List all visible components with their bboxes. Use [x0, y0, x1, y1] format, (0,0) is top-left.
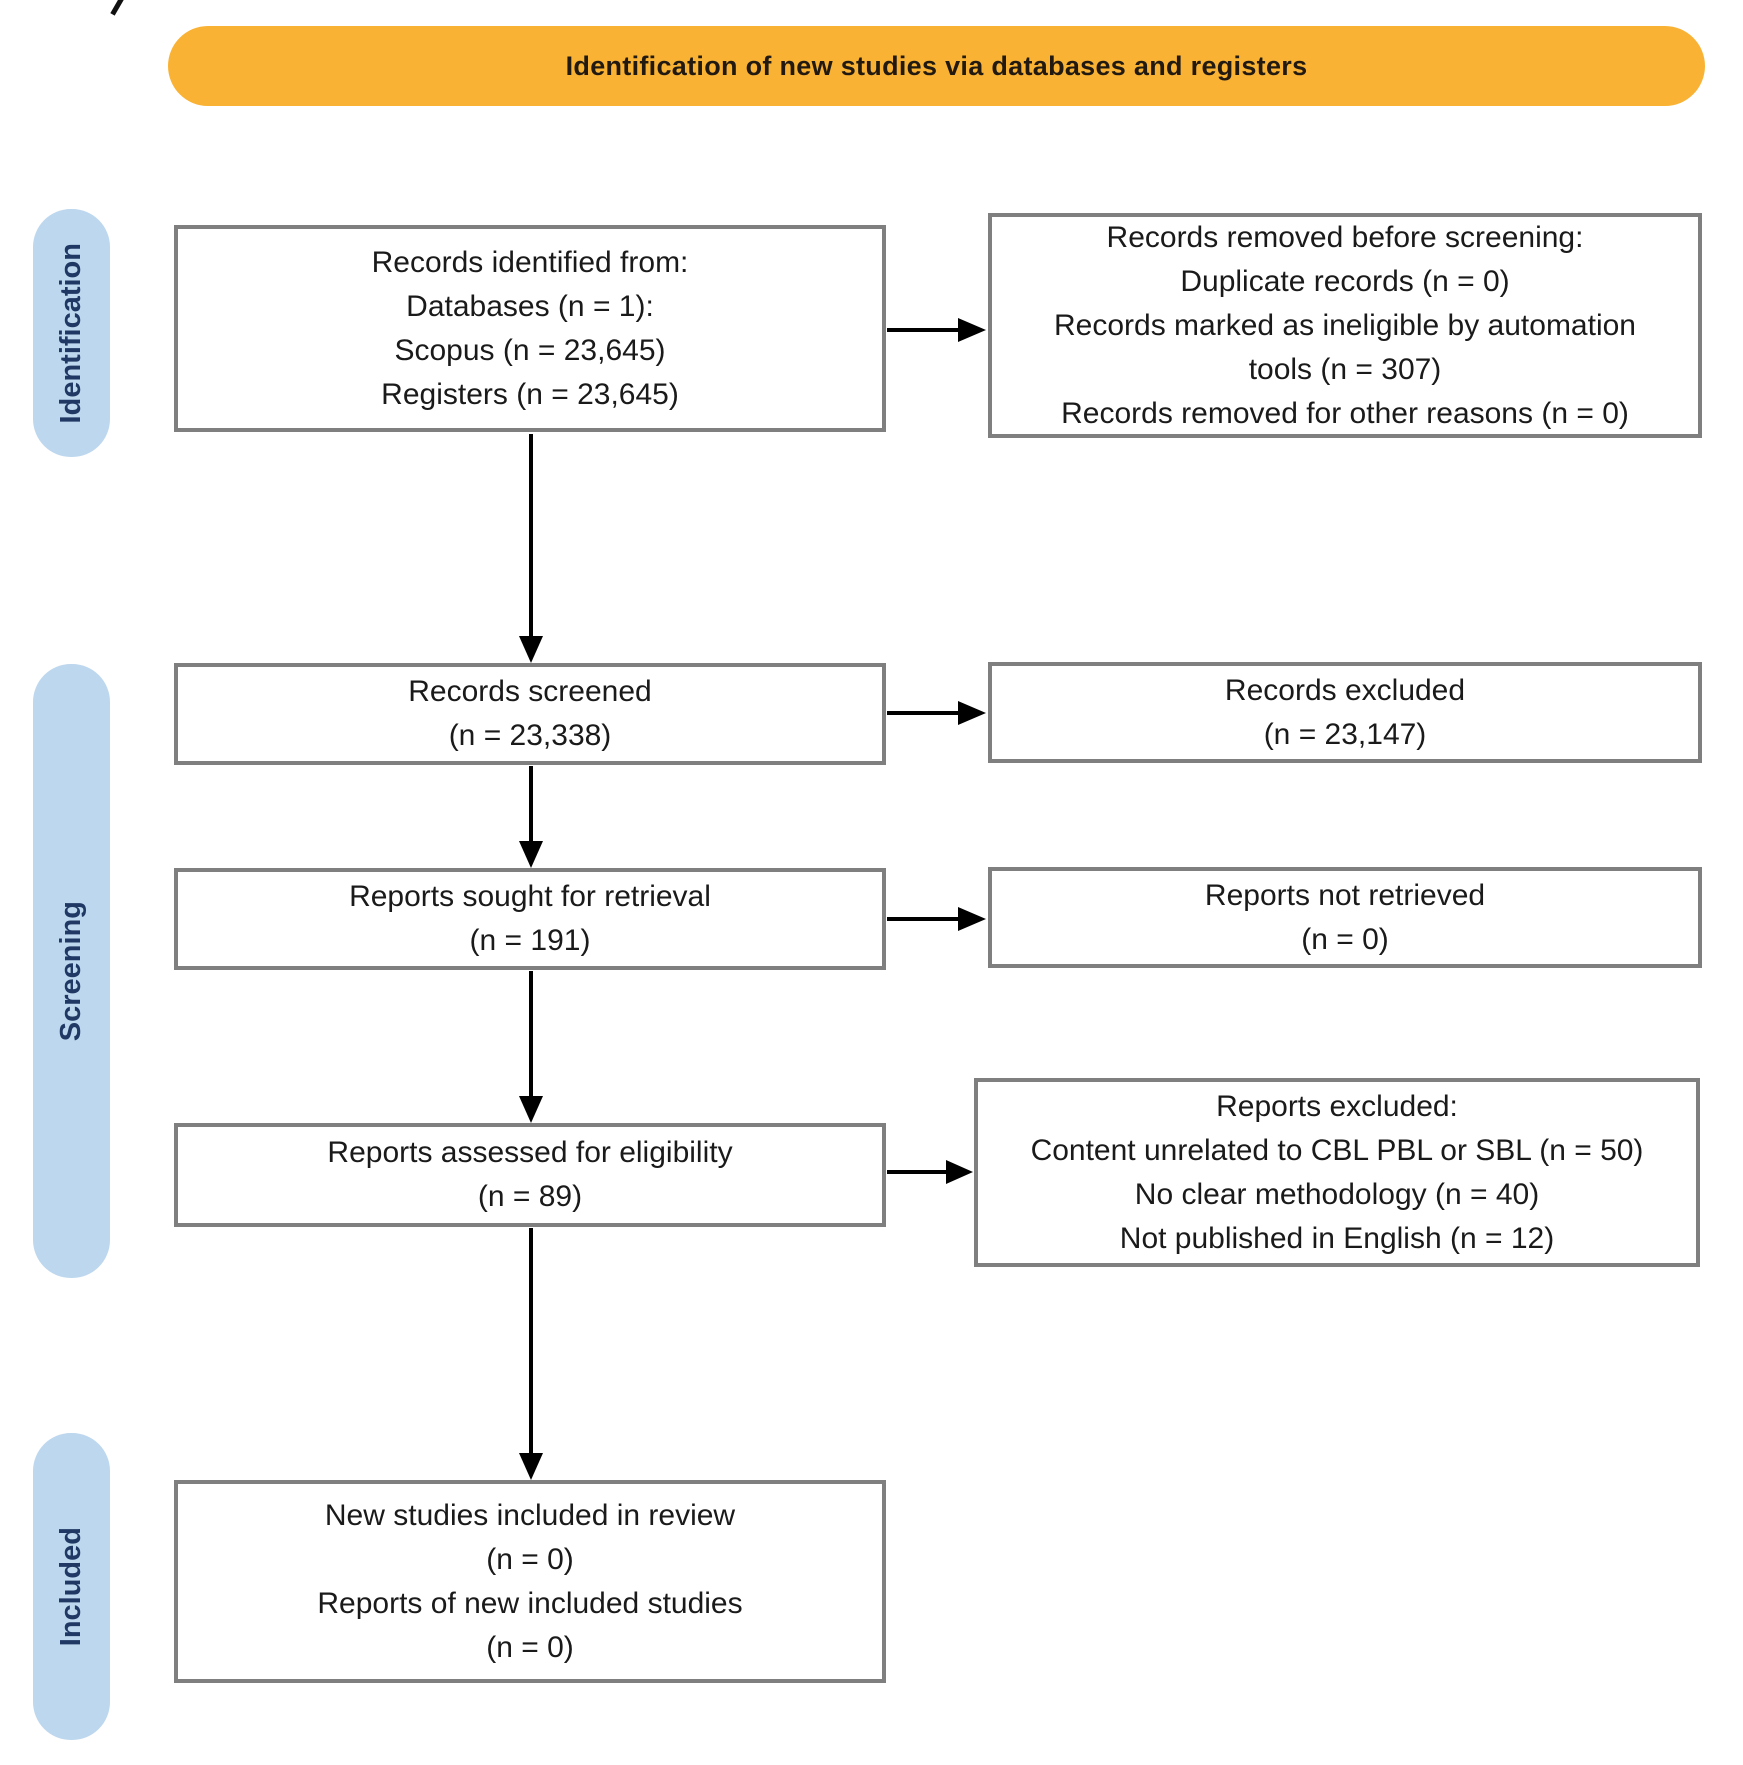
box-text-line: Records identified from: — [371, 245, 689, 279]
box-text-line: Duplicate records (n = 0) — [1180, 264, 1510, 298]
box-text-line: Records excluded — [1224, 673, 1466, 707]
arrow-assessed-to-included — [519, 1228, 543, 1480]
arrow-identified-to-removed — [887, 318, 986, 342]
box-text-line: (n = 23,147) — [1263, 717, 1427, 751]
box-text-line: Reports excluded: — [1216, 1089, 1458, 1123]
box-text-line: Not published in English (n = 12) — [1119, 1221, 1555, 1255]
box-reports-excluded — [974, 1078, 1700, 1267]
arrow-sought-to-assessed — [519, 971, 543, 1123]
arrow-sought-to-not-retrieved — [887, 907, 986, 931]
box-text-line: Records removed for other reasons (n = 0) — [1061, 396, 1629, 430]
box-text-line: (n = 0) — [486, 1542, 574, 1576]
box-text-line: New studies included in review — [324, 1498, 736, 1532]
box-text-line: Reports assessed for eligibility — [327, 1136, 733, 1169]
box-text-line: Reports of new included studies — [317, 1586, 743, 1620]
crop-artifact-mark — [110, 0, 126, 16]
stage-pill-screening — [33, 664, 110, 1278]
box-text-line: (n = 23,338) — [448, 719, 612, 752]
banner-label: Identification of new studies via databases and registers — [565, 50, 1308, 81]
stage-pill-included — [33, 1433, 110, 1740]
box-text-line: Records removed before screening: — [1106, 220, 1584, 254]
box-reports-sought — [174, 868, 886, 970]
box-records-screened — [174, 663, 886, 765]
banner — [168, 26, 1705, 106]
box-reports-assessed — [174, 1123, 886, 1227]
stage-label-screening: Screening — [55, 900, 87, 1042]
box-text-line: No clear methodology (n = 40) — [1134, 1177, 1540, 1211]
box-text-line: Records screened — [408, 675, 652, 708]
box-text-line: Databases (n = 1): — [406, 289, 654, 323]
box-text-line: Reports sought for retrieval — [349, 880, 711, 913]
box-text-line: Reports not retrieved — [1204, 878, 1486, 912]
box-text-line: Content unrelated to CBL PBL or SBL (n = 50) — [1030, 1133, 1644, 1167]
arrow-identified-to-screened — [519, 434, 543, 663]
box-reports-not-retrieved — [988, 867, 1702, 968]
box-records-removed-before-screening — [988, 213, 1702, 438]
arrow-screened-to-sought — [519, 766, 543, 868]
box-text-line: tools (n = 307) — [1248, 352, 1442, 386]
stage-label-included: Included — [55, 1526, 87, 1647]
arrow-screened-to-excluded — [887, 701, 986, 725]
box-text-line: Records marked as ineligible by automation — [1054, 308, 1636, 342]
stage-label-identification: Identification — [55, 242, 87, 424]
stage-pill-identification — [33, 209, 110, 457]
box-text-line: Registers (n = 23,645) — [381, 377, 679, 411]
box-records-excluded — [988, 662, 1702, 763]
box-text-line: Scopus (n = 23,645) — [394, 333, 666, 367]
box-text-line: (n = 0) — [1301, 922, 1389, 956]
arrow-assessed-to-reports-excluded — [887, 1160, 973, 1184]
box-new-studies-included — [174, 1480, 886, 1683]
box-text-line: (n = 191) — [469, 924, 591, 957]
box-text-line: (n = 89) — [477, 1180, 583, 1213]
box-records-identified — [174, 225, 886, 432]
box-text-line: (n = 0) — [486, 1630, 574, 1664]
